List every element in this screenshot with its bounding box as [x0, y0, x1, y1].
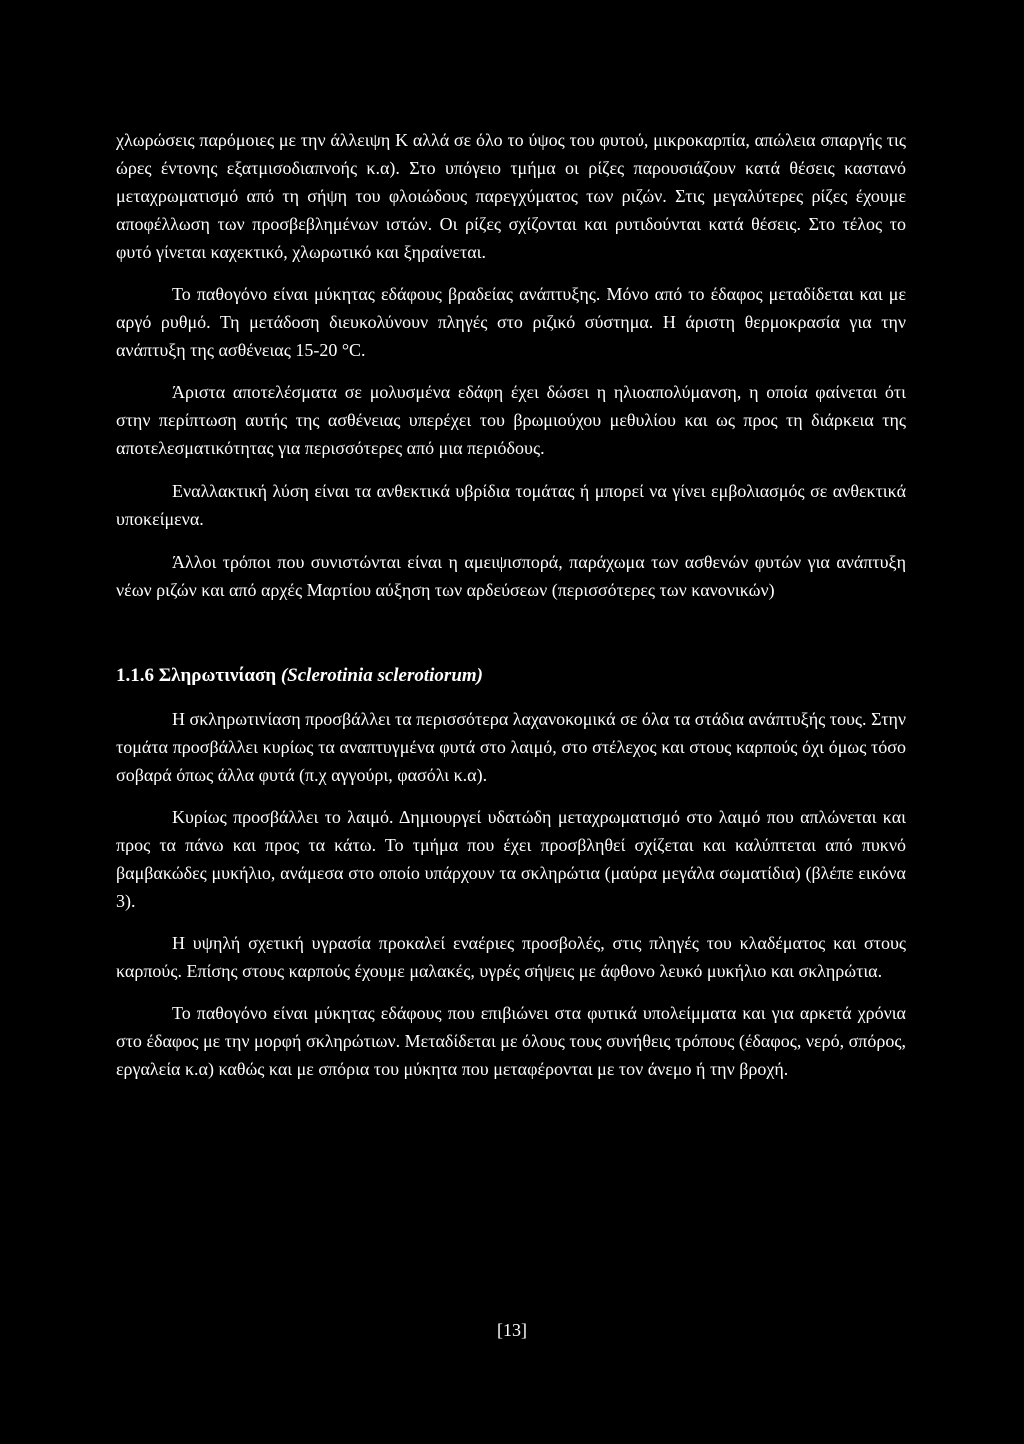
paragraph-sclerotinia-neck: Κυρίως προσβάλλει το λαιμό. Δημιουργεί υδατώδη μεταχρωματισμό στο λαιμό που απλώνεται και προς τα πάνω και προς τα κάτω. Το τμήμα που έχει προσβληθεί σχίζεται και καλύπτεται από πυκνό βαμβακώδες μυκήλιο, ανάμεσα στο οποίο υπάρχουν τα σκληρώτια (μαύρα μεγάλα σωματίδια) (βλέπε εικόνα 3).	[116, 807, 906, 911]
paragraph-other-methods: Άλλοι τρόποι που συνιστώνται είναι η αμειψισπορά, παράχωμα των ασθενών φυτών για ανάπτυξη νέων ριζών και από αρχές Μαρτίου αύξηση των αρδεύσεων (περισσότερες των κανονικών)	[116, 552, 906, 600]
paragraph-pathogen: Το παθογόνο είναι μύκητας εδάφους βραδείας ανάπτυξης. Μόνο από το έδαφος μεταδίδεται και με αργό ρυθμό. Τη μετάδοση διευκολύνουν πληγές στο ριζικό σύστημα. Η άριστη θερμοκρασία για την ανάπτυξη της ασθένειας 15-20 °C.	[116, 284, 906, 360]
document-page	[116, 126, 906, 1083]
section-heading	[116, 662, 906, 690]
section-number: 1.1.6	[116, 665, 154, 686]
page-number: [13]	[497, 1320, 527, 1340]
section-scientific-name: (Sclerotinia sclerotiorum)	[280, 665, 484, 686]
paragraph-solarization: Άριστα αποτελέσματα σε μολυσμένα εδάφη έχει δώσει η ηλιοαπολύμανση, η οποία φαίνεται ότι στην περίπτωση αυτής της ασθένειας υπερέχει του βρωμιούχου μεθυλίου και ως προς τη διάρκεια της αποτελεσματικότητας για περισσότερες από μια περιόδους.	[116, 382, 906, 458]
paragraph-sclerotinia-intro: Η σκληρωτινίαση προσβάλλει τα περισσότερα λαχανοκομικά σε όλα τα στάδια ανάπτυξής τους. Στην τομάτα προσβάλλει κυρίως τα αναπτυγμένα φυτά στο λαιμό, στο στέλεχος και στους καρπούς όχι όμως τόσο σοβαρά όπως άλλα φυτά (π.χ αγγούρι, φασόλι κ.α).	[116, 709, 906, 785]
paragraph-symptoms-continued: χλωρώσεις παρόμοιες με την άλλειψη Κ αλλά σε όλο το ύψος του φυτού, μικροκαρπία, απώλεια σπαργής τις ώρες έντονης εξατμισοδιαπνοής κ.α). Στο υπόγειο τμήμα οι ρίζες παρουσιάζουν κατά θέσεις καστανό μεταχρωματισμό από τη σήψη του φλοιώδους παρεγχύματος των ριζών. Στις μεγαλύτερες ρίζες έχουμε αποφέλλωση των προσβεβλημένων ιστών. Οι ρίζες σχίζονται και ρυτιδούνται κατά θέσεις. Στο τέλος το φυτό γίνεται καχεκτικό, χλωρωτικό και ξηραίνεται.	[116, 130, 906, 262]
section-title: Σληρωτινίαση	[158, 665, 277, 686]
paragraph-sclerotinia-pathogen: Το παθογόνο είναι μύκητας εδάφους που επιβιώνει στα φυτικά υπολείμματα και για αρκετά χρόνια στο έδαφος με την μορφή σκληρώτιων. Μεταδίδεται με όλους τους συνήθεις τρόπους (έδαφος, νερό, σπόρος, εργαλεία κ.α) καθώς και με σπόρια του μύκητα που μεταφέρονται με τον άνεμο ή την βροχή.	[116, 1003, 906, 1079]
paragraph-sclerotinia-humidity: Η υψηλή σχετική υγρασία προκαλεί εναέριες προσβολές, στις πληγές του κλαδέματος και στους καρπούς. Επίσης στους καρπούς έχουμε μαλακές, υγρές σήψεις με άφθονο λευκό μυκήλιο και σκληρώτια.	[116, 933, 906, 981]
paragraph-resistant-hybrids: Εναλλακτική λύση είναι τα ανθεκτικά υβρίδια τομάτας ή μπορεί να γίνει εμβολιασμός σε ανθεκτικά υποκείμενα.	[116, 481, 906, 529]
